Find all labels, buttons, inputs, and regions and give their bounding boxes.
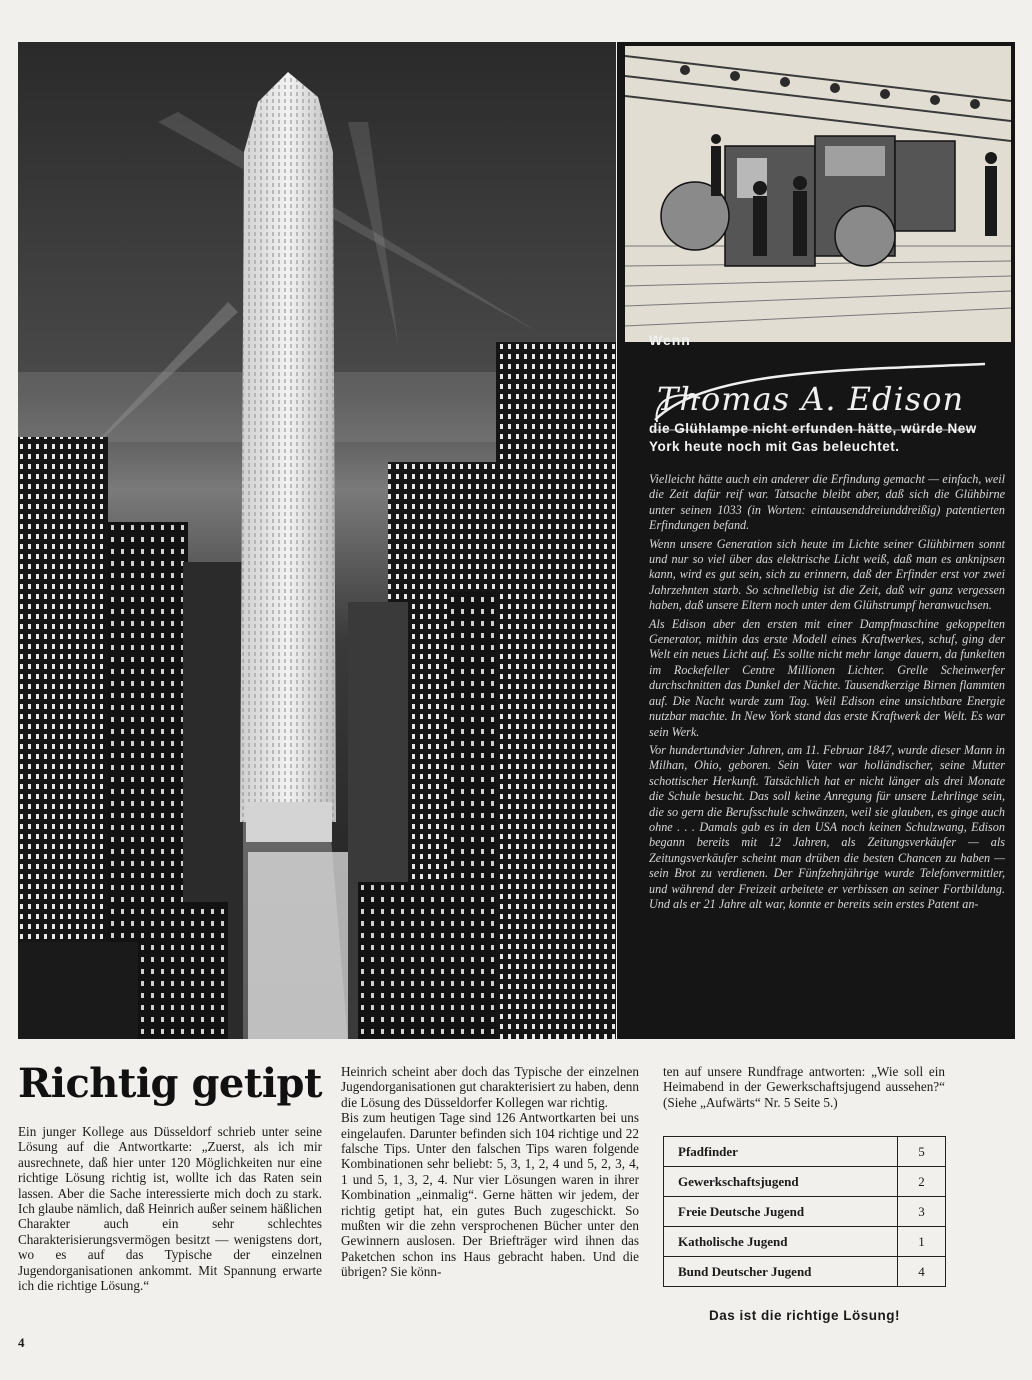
table-row — [664, 1257, 946, 1287]
quiz-column-3 — [663, 1064, 945, 1110]
table-row — [664, 1137, 946, 1167]
article-paragraph: Vor hundertundvier Jahren, am 11. Februar 1847, wurde dieser Mann in Milhan, Ohio, geboren. Sein Vater war holländischer, seine Mutter schottischer Herkunft. Tatsächlich hat er nicht länger als drei Monate die Schule besucht. Das soll keine Anregung für unsere Lehrlinge sein, die so gern die Berufsschule schwänzen, weil sie glauben, es ginge auch ohne . . . Damals gab es in den USA noch keinen Schulzwang, Edison begann bereits mit 12 Jahren, als Zeitungsverkäufer — als Zeitungsverkäufer scheint man drüben die besten Chancen zu haben — sein Brot zu verdienen. Der Fünfzehnjährige wurde Telefonvermittler, und während der Freizeit arbeitete er verbissen an seiner Fortbildung. Und als er 21 Jahre alt war, konnte er bereits sein erstes Patent an- — [649, 742, 1005, 911]
skyline-illustration — [18, 42, 616, 1039]
intro-word: Wenn — [649, 332, 691, 348]
number-cell: 1 — [898, 1227, 946, 1257]
page-number: 4 — [18, 1335, 25, 1350]
quiz-title: Richtig getipt — [18, 1060, 322, 1107]
article-paragraph: Wenn unsere Generation sich heute im Lichte seiner Glühbirnen sonnt und nur so viel über das elektrische Licht weiß, daß man es anknipsen kann, wird es gut sein, sich zu erinnern, daß der Erfinder erst vor zwei Jahrzehnten starb. So schnellebig ist die Zeit, daß wir ganz vergessen haben, daß unsere Eltern noch unter dem Glühstrumpf heranwuchsen. — [649, 536, 1005, 613]
number-cell: 3 — [898, 1197, 946, 1227]
edison-panel — [617, 42, 1015, 1039]
edison-article — [649, 472, 1005, 915]
article-paragraph: Vielleicht hätte auch ein anderer die Erfindung gemacht — einfach, weil die Zeit dafür reif war. Tatsache bleibt aber, daß sich die Glühbirne unter seinen 1033 (in Worten: eintausenddreiunddreißig) patentierten Erfindungen befand. — [649, 472, 1005, 533]
organization-cell: Freie Deutsche Jugend — [664, 1197, 898, 1227]
organization-cell: Pfadfinder — [664, 1137, 898, 1167]
night-skyline-photo — [18, 42, 616, 1039]
organization-cell: Katholische Jugend — [664, 1227, 898, 1257]
table-row — [664, 1167, 946, 1197]
edison-headline: die Glühlampe nicht erfunden hätte, würde New York heute noch mit Gas beleuchtet. — [649, 421, 977, 454]
edison-engraving — [625, 46, 1011, 342]
quiz-paragraph: Heinrich scheint aber doch das Typische der einzelnen Jugendorganisationen gut charakterisiert zu haben, denn die Lösung des Düsseldorfer Kollegen war richtig. — [341, 1064, 639, 1110]
number-cell: 2 — [898, 1167, 946, 1197]
article-paragraph: Als Edison aber den ersten mit einer Dampfmaschine gekoppelten Generator, mithin das erste Modell eines Kraftwerkes, schuf, ging der Welt ein neues Licht auf. Es sollte nicht mehr lange dauern, da funkelten im Rockefeller Centre Millionen Lichter. Grelle Scheinwerfer durchschnitten das Dunkel der Nächte. Tausendkerzige Birnen flammten auf. Die Nacht wurde zum Tag. Weil Edison eine unsichtbare Energie nutzbar machte. In New York stand das erste Kraftwerk der Welt. Es war sein Werk. — [649, 616, 1005, 739]
number-cell: 5 — [898, 1137, 946, 1167]
dynamo-hall-engraving — [625, 46, 1011, 342]
quiz-column-1 — [18, 1124, 322, 1293]
organization-cell: Gewerkschaftsjugend — [664, 1167, 898, 1197]
table-row — [664, 1227, 946, 1257]
organization-cell: Bund Deutscher Jugend — [664, 1257, 898, 1287]
number-cell: 4 — [898, 1257, 946, 1287]
table-row — [664, 1197, 946, 1227]
quiz-paragraph: Ein junger Kollege aus Düsseldorf schrieb unter seine Lösung auf die Antwortkarte: „Zuerst, als ich mir ausrechnete, daß hier unter 120 Möglichkeiten nur eine richtige Lösung richtig ist, wollte ich das Raten sein lassen. Aber die Sache interessierte mich doch zu stark. Ich glaube nämlich, daß Heinrich außer seinem häßlichen Charakter auch ein sehr schlechtes Charakterisierungsvermögen besitzt — wenigstens dort, wo es auf das Typische der einzelnen Jugendorganisationen ankommt. Mit Spannung erwarte ich die richtige Lösung.“ — [18, 1124, 322, 1294]
quiz-paragraph: ten auf unsere Rundfrage antworten: „Wie soll ein Heimabend in der Gewerkschaftsjugend aussehen?“ (Siehe „Aufwärts“ Nr. 5 Seite 5.) — [663, 1064, 945, 1110]
quiz-paragraph: Bis zum heutigen Tage sind 126 Antwortkarten bei uns eingelaufen. Darunter befinden sich 104 richtige und 22 falsche Tips. Unter den falschen Tips waren folgende Kombinationen sehr beliebt: 5, 3, 1, 2, 4 und 5, 2, 3, 4, 1 und 5, 1, 3, 2, 4. Nur vier Lösungen waren in ihrer Kombination „einmalig“. Gerne hätten wir jedem, der richtig getipt hat, ein gutes Buch zugeschickt. So mußten wir die zehn versprochenen Bücher unter den Gewinnern auslosen. Der Briefträger wird ihnen das Paketchen schon ins Haus gebracht haben. Und die übrigen? Sie könn- — [341, 1110, 639, 1280]
solution-table — [663, 1136, 946, 1287]
solution-caption: Das ist die richtige Lösung! — [708, 1308, 901, 1323]
quiz-column-2 — [341, 1064, 639, 1280]
signature-name: Thomas A. Edison — [657, 380, 965, 418]
